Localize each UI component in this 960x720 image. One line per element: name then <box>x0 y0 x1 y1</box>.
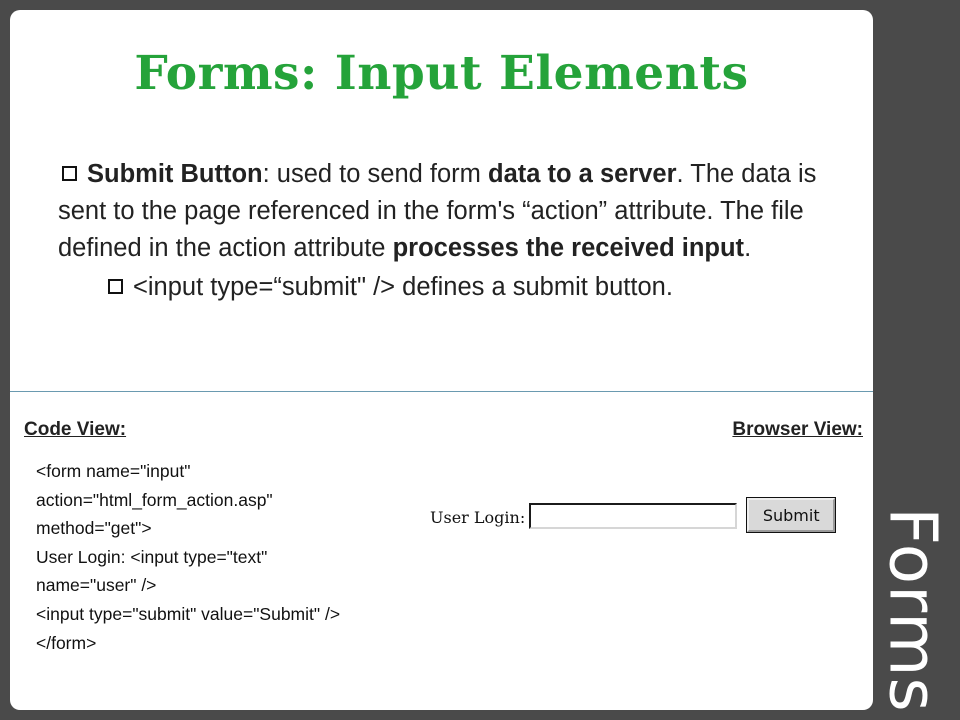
submit-button[interactable]: Submit <box>747 498 835 532</box>
sub-bullet-text: <input type=“submit" /> defines a submit button. <box>133 273 673 301</box>
bullet-term: Submit Button <box>87 160 263 188</box>
code-view-label: Code View: <box>24 419 127 440</box>
browser-view-label: Browser View: <box>732 419 863 440</box>
bullet-text-2: . The data is sent to the page referenced in the form's “action” attribute. The file defined in the action attribute <box>58 160 817 262</box>
checkbox-bullet-icon <box>62 166 77 181</box>
bullet-colon: : <box>262 160 270 188</box>
bullet-bold-2: processes the received input <box>392 234 745 262</box>
main-bullet <box>58 156 848 267</box>
slide-title: Forms: Input Elements <box>134 46 749 101</box>
side-label <box>874 507 952 713</box>
slide-body <box>58 156 848 306</box>
checkbox-bullet-icon <box>108 279 123 294</box>
bullet-text-1: used to send form <box>269 160 489 188</box>
sub-bullet <box>58 269 848 306</box>
browser-view-form <box>430 498 835 532</box>
bullet-bold-1: data to a server <box>488 160 677 188</box>
code-sample: <form name="input" action="html_form_action.asp" method="get"> User Login: <input type="text" name="user" /> <input type="submit" value="Submit" /> </form> <box>36 461 341 653</box>
divider <box>10 391 873 392</box>
user-login-input[interactable] <box>529 503 737 529</box>
bullet-text-3: . <box>744 234 752 262</box>
side-label-text: Forms <box>874 507 952 713</box>
slide <box>10 10 873 710</box>
user-login-label: User Login: <box>430 507 526 527</box>
